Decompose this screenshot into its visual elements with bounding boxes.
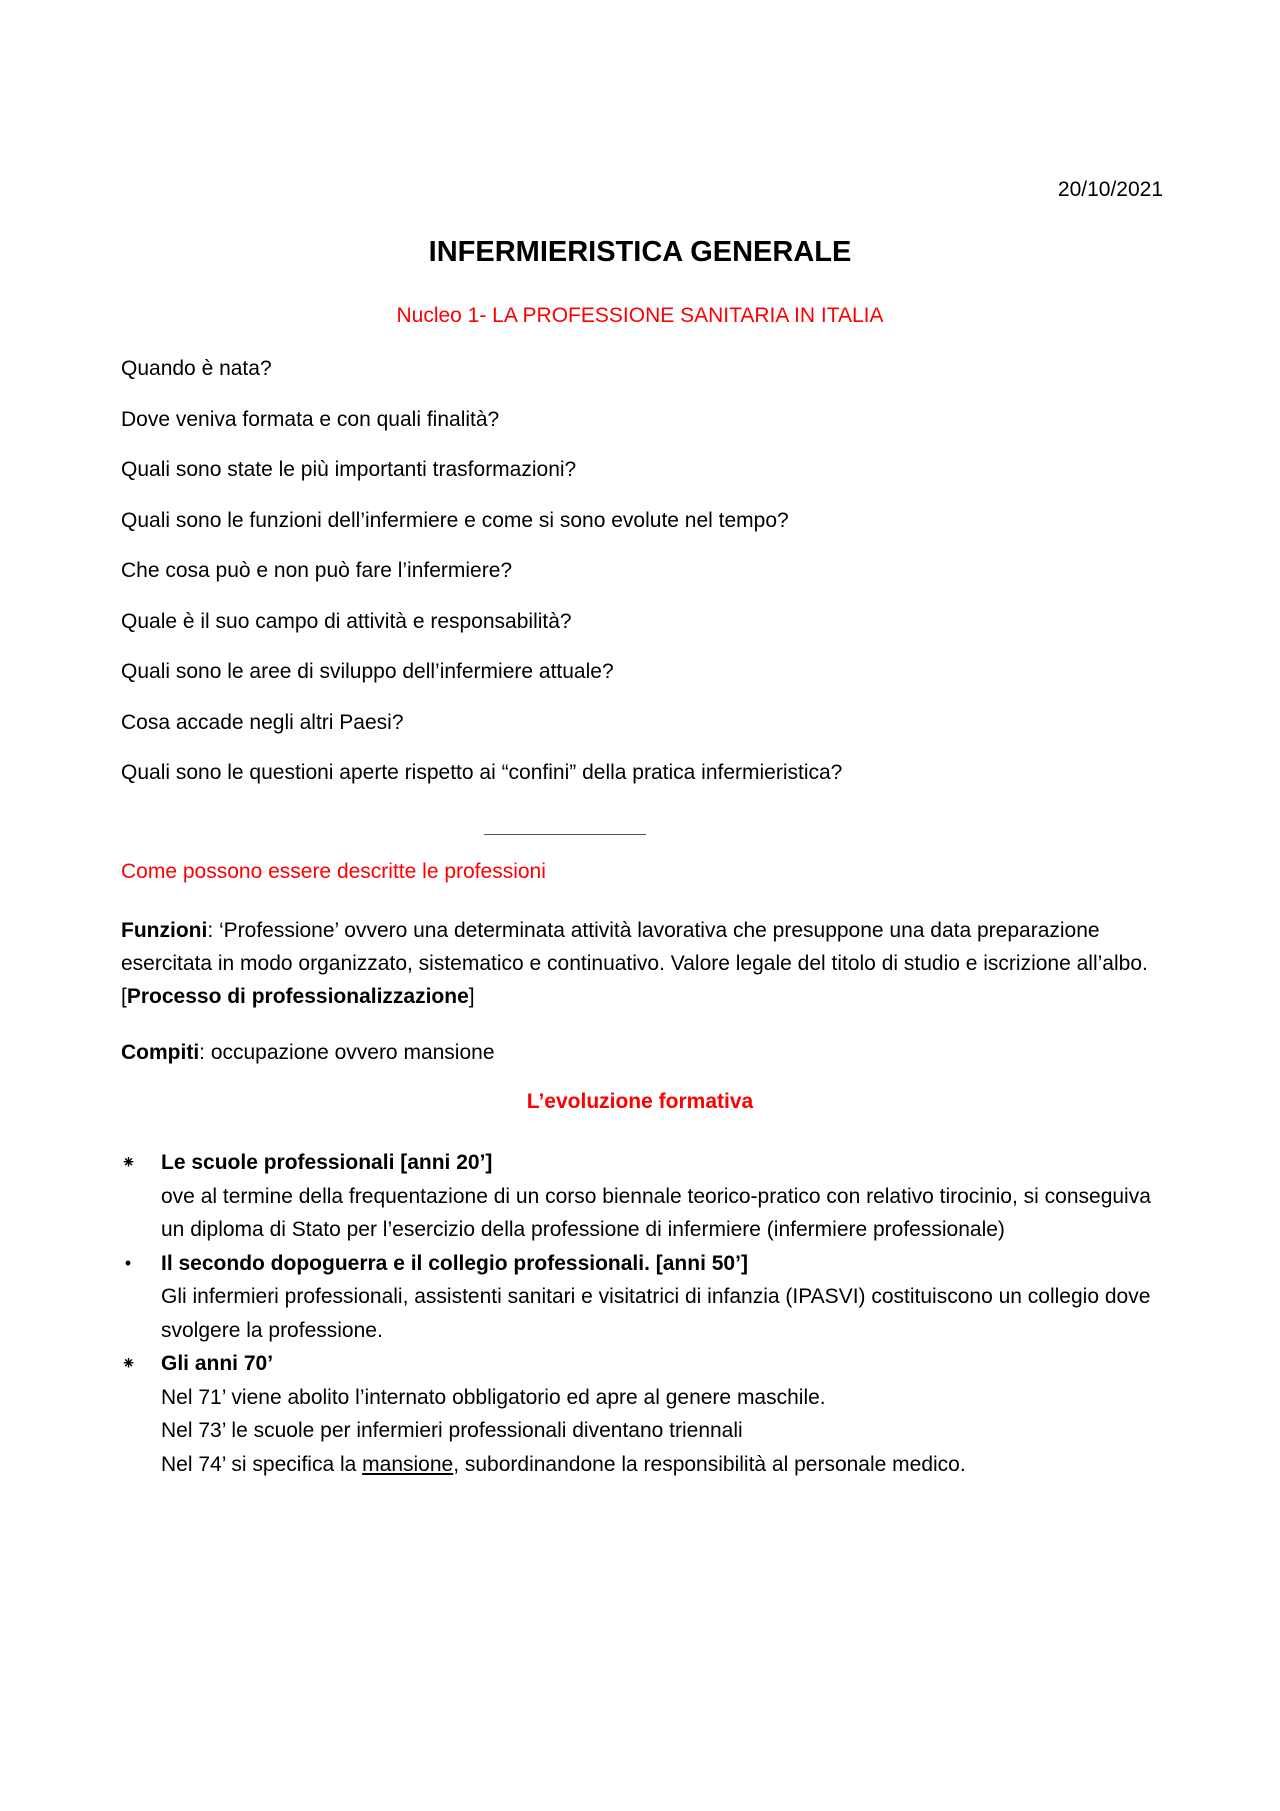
funzioni-text: : ‘Professione’ ovvero una determinata attività lavorativa che presuppone una data preparazione esercitata in modo organizzato, sistematico e continuativo. Valore legale del titolo di studio e iscrizione all’albo. [ (121, 919, 1148, 1008)
funzioni-close: ] (468, 985, 475, 1008)
funzioni-paragraph (121, 914, 1166, 1013)
bullet-icon: ⁕ (121, 1152, 137, 1172)
list-item (121, 1146, 1171, 1247)
list-item-text: Gli infermieri professionali, assistenti sanitari e visitatrici di infanzia (IPASVI) costituiscono un collegio dove svolgere la professione. (161, 1285, 1151, 1342)
document-date: 20/10/2021 (1057, 178, 1163, 201)
list-item-heading: Le scuole professionali [anni 20’] (161, 1151, 493, 1174)
compiti-label: Compiti (121, 1041, 200, 1064)
compiti-paragraph (121, 1036, 1166, 1069)
question-item: Quale è il suo campo di attività e responsabilità? (121, 609, 572, 633)
question-item: Dove veniva formata e con quali finalità? (121, 407, 500, 431)
question-item: Quali sono le questioni aperte rispetto ai “confini” della pratica infermieristica? (121, 761, 843, 784)
text-after: , subordinandone la responsibilità al personale medico. (453, 1452, 966, 1476)
list-item-text: Nel 73’ le scuole per infermieri professionali diventano triennali (161, 1419, 743, 1442)
list-item-text (161, 1448, 1171, 1482)
question-list (121, 355, 1161, 810)
text-before: Nel 74’ si specifica la (161, 1452, 363, 1476)
list-item (121, 1347, 1171, 1481)
list-item (121, 1247, 1171, 1348)
evolution-title: L’evoluzione formativa (526, 1090, 754, 1113)
question-item: Cosa accade negli altri Paesi? (121, 710, 404, 734)
professions-heading: Come possono essere descritte le professioni (121, 860, 546, 883)
question-item: Quali sono state le più importanti trasformazioni? (121, 458, 577, 481)
list-item-heading: Il secondo dopoguerra e il collegio professionali. [anni 50’] (161, 1251, 748, 1275)
underlined-term: mansione (362, 1452, 454, 1476)
bullet-icon: • (124, 1252, 132, 1273)
list-item-heading: Gli anni 70’ (161, 1352, 274, 1375)
document-subtitle: Nucleo 1- LA PROFESSIONE SANITARIA IN ITALIA (396, 304, 884, 327)
document-title: INFERMIERISTICA GENERALE (428, 236, 852, 268)
section-divider (484, 834, 646, 835)
compiti-text: : occupazione ovvero mansione (199, 1041, 495, 1064)
list-item-text: Nel 71’ viene abolito l’internato obbligatorio ed apre al genere maschile. (161, 1385, 826, 1409)
list-item-text: ove al termine della frequentazione di un corso biennale teorico-pratico con relativo tirocinio, si conseguiva un diploma di Stato per l’esercizio della professione di infermiere (infermiere professionale) (161, 1184, 1151, 1241)
bullet-icon: ⁕ (121, 1353, 137, 1373)
question-item: Che cosa può e non può fare l’infermiere? (121, 559, 513, 582)
question-item: Quando è nata? (121, 357, 272, 380)
evolution-list (121, 1146, 1171, 1481)
question-item: Quali sono le funzioni dell’infermiere e come si sono evolute nel tempo? (121, 508, 789, 532)
funzioni-label: Funzioni (121, 919, 208, 942)
funzioni-bold-term: Processo di professionalizzazione (126, 985, 469, 1008)
question-item: Quali sono le aree di sviluppo dell’infermiere attuale? (121, 660, 614, 683)
